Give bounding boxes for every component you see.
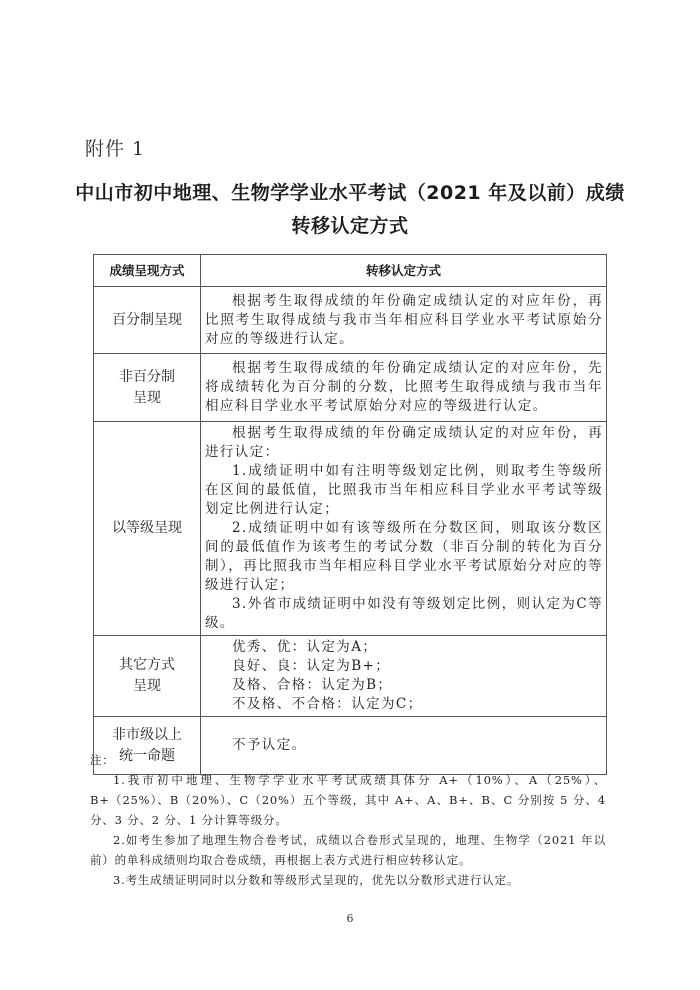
- mode-cell: [94, 636, 201, 717]
- mode-cell: [94, 287, 201, 354]
- mode-label: 其它方式: [119, 657, 175, 673]
- mode-label: 非百分制: [119, 368, 175, 385]
- table-header-row: [94, 255, 607, 287]
- rule-paragraph: 根据考生取得成绩的年份确定成绩认定的对应年份，再进行认定：: [205, 425, 603, 460]
- page-number: 6: [346, 912, 354, 925]
- rule-line: 及格、合格：认定为B；: [232, 677, 393, 693]
- document-title-line-1: 中山市初中地理、生物学学业水平考试（2021 年及以前）成绩: [75, 182, 625, 204]
- column-header-presentation-mode: 成绩呈现方式: [94, 255, 201, 287]
- notes-section: [90, 750, 606, 890]
- rule-line: 优秀、优：认定为A；: [232, 639, 378, 655]
- rule-paragraph: 根据考生取得成绩的年份确定成绩认定的对应年份，再比照考生取得成绩与我市当年相应科目学业水平考试原始分对应的等级进行认定。: [205, 292, 603, 347]
- rule-line: 不及格、不合格：认定为C；: [232, 696, 423, 712]
- rule-cell: [201, 287, 607, 354]
- notes-heading: 注：: [90, 753, 115, 767]
- table-row: [94, 422, 607, 636]
- table-row: [94, 636, 607, 717]
- note-item: 3.考生成绩证明同时以分数和等级形式呈现的，优先以分数形式进行认定。: [113, 873, 520, 887]
- mode-label: 呈现: [133, 678, 161, 694]
- note-item: 2.如考生参加了地理生物合卷考试，成绩以合卷形式呈现的，地理、生物学（2021 年以前）的单科成绩则均取合卷成绩，再根据上表方式进行相应转移认定。: [90, 833, 606, 867]
- mode-label: 非市级以上: [112, 726, 182, 743]
- table-row: [94, 287, 607, 354]
- rule-paragraph: 2.成绩证明中如有该等级所在分数区间，则取该分数区间的最低值作为该考生的考试分数（非百分制的转化为百分制），再比照我市当年相应科目学业水平考试原始分对应的等级进行认定；: [205, 520, 603, 593]
- mode-cell: [94, 422, 201, 636]
- rule-line: 不予认定。: [232, 737, 307, 753]
- mode-cell: [94, 354, 201, 422]
- rule-paragraph: 1.成绩证明中如有注明等级划定比例，则取考生等级所在区间的最低值，比照我市当年相应科目学业水平考试等级划定比例进行认定；: [205, 463, 603, 517]
- rule-cell: [201, 422, 607, 636]
- rule-paragraph: 根据考生取得成绩的年份确定成绩认定的对应年份，先将成绩转化为百分制的分数，比照考生取得成绩与我市当年相应科目学业水平考试原始分对应的等级进行认定。: [205, 360, 603, 414]
- rule-line: 良好、良：认定为B+；: [232, 658, 391, 674]
- mode-label: 以等级呈现: [112, 520, 182, 536]
- transfer-rules-table: [93, 254, 607, 775]
- mode-label: 统一命题: [119, 747, 175, 764]
- column-header-transfer-method: 转移认定方式: [201, 255, 607, 287]
- attachment-label: 附件 1: [85, 138, 146, 160]
- rule-cell: [201, 636, 607, 717]
- mode-label: 百分制呈现: [112, 311, 182, 328]
- table-row: [94, 354, 607, 422]
- note-item: 1.我市初中地理、生物学学业水平考试成绩具体分 A+（10%）、A（25%）、B+（25%）、B（20%）、C（20%）五个等级，其中 A+、A、B+、B、C 分别按 5 分、4 分、3 分、2 分、1 分计算等级分。: [90, 773, 606, 827]
- rule-cell: [201, 354, 607, 422]
- rule-paragraph: 3.外省市成绩证明中如没有等级划定比例，则认定为C等级。: [205, 596, 603, 631]
- document-title-line-2: 转移认定方式: [291, 215, 409, 237]
- mode-label: 呈现: [133, 389, 161, 406]
